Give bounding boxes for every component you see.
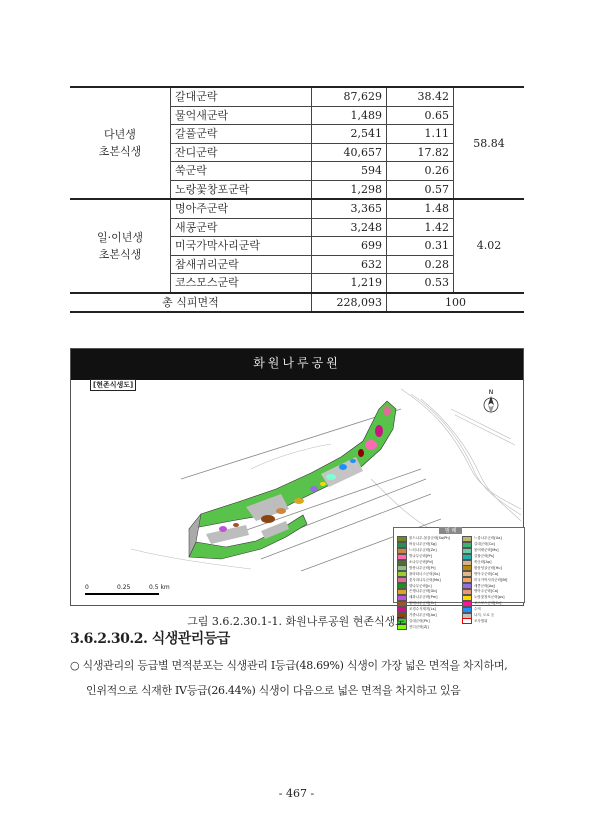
area-cell: 2,541 xyxy=(312,125,387,144)
legend-label: 팥배나무군락[Cr] xyxy=(409,601,436,606)
legend-label: 느티나무군락[Ze] xyxy=(409,548,437,553)
group-name-line: 일·이년생 xyxy=(96,230,143,244)
group-name-line: 초본식생 xyxy=(98,145,142,158)
group-name-cell xyxy=(70,87,171,199)
total-percent: 100 xyxy=(387,293,525,313)
legend-label: 미국가막사리군락[Bf] xyxy=(474,577,508,582)
group-subtotal-cell: 4.02 xyxy=(454,199,525,293)
legend-label: 환삼덩굴군락[Hu] xyxy=(474,565,502,570)
percent-cell: 0.26 xyxy=(387,162,454,181)
community-name-cell: 새콩군락 xyxy=(171,218,312,237)
group-name-cell xyxy=(70,199,171,293)
table-total-row xyxy=(70,293,524,313)
group-name-line: 다년생 xyxy=(104,128,136,141)
map-header: 화원나루공원 xyxy=(71,349,523,380)
vegetation-area-table xyxy=(70,86,524,313)
community-name-cell: 미국가막사리군락 xyxy=(171,237,312,256)
area-cell: 40,657 xyxy=(312,143,387,162)
area-cell: 594 xyxy=(312,162,387,181)
area-cell: 1,298 xyxy=(312,180,387,199)
area-cell: 87,629 xyxy=(312,87,387,106)
legend-column-right xyxy=(462,536,507,624)
legend-label: 매화나무군락[Pm] xyxy=(409,595,438,600)
legend-label: 꽃사과나무군락[Ma] xyxy=(409,577,441,582)
community-name-cell: 명아주군락 xyxy=(171,199,312,218)
percent-cell: 1.11 xyxy=(387,125,454,144)
percent-cell: 0.65 xyxy=(387,106,454,125)
area-cell: 3,365 xyxy=(312,199,387,218)
community-name-cell: 갈대군락 xyxy=(171,87,312,106)
percent-cell: 0.31 xyxy=(387,237,454,256)
legend-label: 물드나무-물골군락[Sa/Ph] xyxy=(409,536,450,541)
section-heading: 3.6.2.30.2. 식생관리등급 xyxy=(70,631,230,647)
map-label: [현존식생도] xyxy=(90,379,136,391)
percent-cell: 0.57 xyxy=(387,180,454,199)
legend-label: 쑥군락[Ap] xyxy=(474,560,492,564)
scale-label-0: 0 xyxy=(85,584,89,591)
legend-label: 명아주군락[Ca] xyxy=(474,571,499,576)
community-name-cell: 물억새군락 xyxy=(171,106,312,125)
page-number: - 467 - xyxy=(278,787,315,800)
legend-label: 잔디군락[Zj] xyxy=(409,624,429,629)
legend-label: 버들나무군락[Sg] xyxy=(409,542,437,547)
north-arrow-icon xyxy=(481,387,501,415)
legend-label: 코스모스군락[Cc] xyxy=(474,601,502,606)
map-legend xyxy=(393,527,525,629)
percent-cell: 1.48 xyxy=(387,199,454,218)
legend-label: 갈대군락[Co] xyxy=(474,542,495,547)
legend-label: 갈풀군락[Ps] xyxy=(474,554,495,559)
legend-label: 플라타너스군락[So] xyxy=(409,571,440,576)
body-paragraph-line-1: ○ 식생관리의 등급별 면적분포는 식생관리 I등급(48.69%) 식생이 가장 넓은 면적을 차지하며, xyxy=(70,659,508,672)
legend-label: 조경수식재지[Ls] xyxy=(409,607,436,612)
scale-label-mid: 0.25 xyxy=(117,584,131,591)
area-cell: 632 xyxy=(312,255,387,274)
north-label: N xyxy=(488,389,494,396)
legend-label: 갈대군락[Ph] xyxy=(409,618,430,623)
legend-label: 나지, 도로 등 xyxy=(474,613,495,618)
area-cell: 699 xyxy=(312,237,387,256)
percent-cell: 0.28 xyxy=(387,255,454,274)
legend-label: 조사범위 xyxy=(474,618,488,623)
community-name-cell: 잔디군락 xyxy=(171,143,312,162)
legend-label: 느릅나무군락[Ua] xyxy=(474,536,502,541)
legend-label: 가중나무군락[Aa] xyxy=(409,613,437,618)
legend-label: 명아주군락[Ca] xyxy=(474,589,499,594)
group-subtotal-cell: 58.84 xyxy=(454,87,525,199)
group-name-line: 초본식생 xyxy=(98,247,142,261)
scale-bar xyxy=(85,593,159,595)
total-label: 총 식피면적 xyxy=(70,293,312,313)
legend-label: 향나무군락[Jc] xyxy=(409,583,432,588)
legend-label: 수역 xyxy=(474,607,481,612)
legend-label: 새콩군락[Aq] xyxy=(474,583,495,588)
legend-label: 벚나무군락[Pr] xyxy=(409,554,433,559)
total-area: 228,093 xyxy=(312,293,387,313)
percent-cell: 1.42 xyxy=(387,218,454,237)
legend-title: 범 례 xyxy=(439,527,462,534)
table-row xyxy=(70,87,524,106)
percent-cell: 38.42 xyxy=(387,87,454,106)
community-name-cell: 쑥군락 xyxy=(171,162,312,181)
body-paragraph-line-2: 인위적으로 식재한 IV등급(26.44%) 식생이 다음으로 넓은 면적을 차지하고 있음 xyxy=(86,684,461,697)
figure-caption: 그림 3.6.2.30.1-1. 화원나루공원 현존식생도 xyxy=(187,615,406,628)
legend-label: 소나무군락[Pd] xyxy=(409,560,433,564)
legend-label: 물억새군락[Ms] xyxy=(474,548,499,553)
area-cell: 3,248 xyxy=(312,218,387,237)
community-name-cell: 갈풀군락 xyxy=(171,125,312,144)
legend-label: 방풍나무군락[Pr] xyxy=(409,565,436,570)
scale-label-end: 0.5 km xyxy=(149,584,170,591)
community-name-cell: 참새귀리군락 xyxy=(171,255,312,274)
legend-label: 은행나무군락[Gb] xyxy=(409,589,437,594)
area-cell: 1,489 xyxy=(312,106,387,125)
area-cell: 1,219 xyxy=(312,274,387,293)
percent-cell: 0.53 xyxy=(387,274,454,293)
percent-cell: 17.82 xyxy=(387,143,454,162)
community-name-cell: 코스모스군락 xyxy=(171,274,312,293)
community-name-cell: 노랑꽃창포군락 xyxy=(171,180,312,199)
legend-label: 노랑꽃창포군락[ps] xyxy=(474,595,505,600)
table-row xyxy=(70,199,524,218)
